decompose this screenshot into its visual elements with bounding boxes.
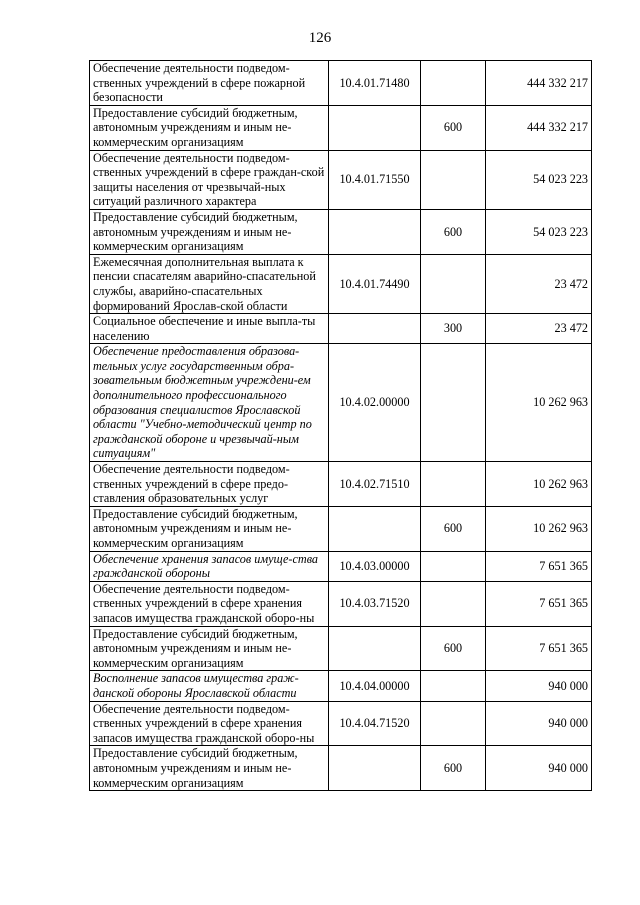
row-name-cell: Предоставление субсидий бюджетным, автономным учреждениям и иным не-коммерческим организациям <box>90 746 329 791</box>
row-amount-cell: 444 332 217 <box>486 105 592 150</box>
row-amount-cell: 7 651 365 <box>486 581 592 626</box>
table-row <box>90 254 592 313</box>
table-row <box>90 746 592 791</box>
row-expense-type-cell <box>421 551 486 581</box>
row-code-cell <box>329 105 421 150</box>
row-amount-cell: 7 651 365 <box>486 551 592 581</box>
row-amount-cell: 54 023 223 <box>486 209 592 254</box>
table-row <box>90 105 592 150</box>
row-expense-type-cell <box>421 61 486 106</box>
row-name-cell: Социальное обеспечение и иные выпла-ты населению <box>90 314 329 344</box>
row-amount-cell: 10 262 963 <box>486 462 592 507</box>
table-row <box>90 462 592 507</box>
row-name-cell: Ежемесячная дополнительная выплата к пенсии спасателям аварийно-спасательной службы, аварийно-спасательных формирований Ярослав-ской области <box>90 254 329 313</box>
row-expense-type-cell: 600 <box>421 626 486 671</box>
budget-table <box>89 60 592 791</box>
table-row <box>90 551 592 581</box>
row-expense-type-cell <box>421 701 486 746</box>
row-expense-type-cell: 600 <box>421 506 486 551</box>
table-row <box>90 506 592 551</box>
row-expense-type-cell: 600 <box>421 209 486 254</box>
row-amount-cell: 940 000 <box>486 701 592 746</box>
row-code-cell <box>329 209 421 254</box>
row-code-cell: 10.4.03.71520 <box>329 581 421 626</box>
row-amount-cell: 940 000 <box>486 671 592 701</box>
row-code-cell <box>329 506 421 551</box>
row-amount-cell: 10 262 963 <box>486 344 592 462</box>
row-expense-type-cell: 600 <box>421 105 486 150</box>
row-name-cell: Обеспечение деятельности подведом-ственных учреждений в сфере предо-ставления образовательных услуг <box>90 462 329 507</box>
row-name-cell: Предоставление субсидий бюджетным, автономным учреждениям и иным не-коммерческим организациям <box>90 209 329 254</box>
row-code-cell: 10.4.02.71510 <box>329 462 421 507</box>
row-amount-cell: 10 262 963 <box>486 506 592 551</box>
row-name-cell: Обеспечение хранения запасов имуще-ства гражданской обороны <box>90 551 329 581</box>
table-row <box>90 61 592 106</box>
table-row <box>90 626 592 671</box>
row-name-cell: Предоставление субсидий бюджетным, автономным учреждениям и иным не-коммерческим организациям <box>90 506 329 551</box>
row-expense-type-cell <box>421 581 486 626</box>
row-name-cell: Восполнение запасов имущества граж-данской обороны Ярославской области <box>90 671 329 701</box>
row-name-cell: Обеспечение деятельности подведом-ственных учреждений в сфере пожарной безопасности <box>90 61 329 106</box>
row-code-cell <box>329 314 421 344</box>
table-row <box>90 344 592 462</box>
row-amount-cell: 444 332 217 <box>486 61 592 106</box>
table-row <box>90 150 592 209</box>
row-name-cell: Предоставление субсидий бюджетным, автономным учреждениям и иным не-коммерческим организациям <box>90 105 329 150</box>
row-amount-cell: 940 000 <box>486 746 592 791</box>
row-amount-cell: 54 023 223 <box>486 150 592 209</box>
row-name-cell: Обеспечение деятельности подведом-ственных учреждений в сфере граждан-ской защиты населения от чрезвычай-ных ситуаций различного характера <box>90 150 329 209</box>
row-code-cell: 10.4.04.00000 <box>329 671 421 701</box>
row-amount-cell: 7 651 365 <box>486 626 592 671</box>
row-code-cell: 10.4.01.71480 <box>329 61 421 106</box>
row-name-cell: Предоставление субсидий бюджетным, автономным учреждениям и иным не-коммерческим организациям <box>90 626 329 671</box>
table-row <box>90 209 592 254</box>
page-number: 126 <box>308 30 332 46</box>
row-code-cell: 10.4.01.74490 <box>329 254 421 313</box>
table-row <box>90 314 592 344</box>
row-expense-type-cell <box>421 150 486 209</box>
row-amount-cell: 23 472 <box>486 314 592 344</box>
row-code-cell: 10.4.04.71520 <box>329 701 421 746</box>
row-name-cell: Обеспечение предоставления образова-тельных услуг государственным обра-зовательным бюджетным учреждени-ем дополнительного профессионального образования специалистов Ярославской области "Учебно-методический центр по гражданской обороне и чрезвычай-ным ситуациям" <box>90 344 329 462</box>
table-row <box>90 671 592 701</box>
row-name-cell: Обеспечение деятельности подведом-ственных учреждений в сфере хранения запасов имущества гражданской оборо-ны <box>90 581 329 626</box>
row-code-cell <box>329 746 421 791</box>
row-expense-type-cell <box>421 254 486 313</box>
row-expense-type-cell <box>421 462 486 507</box>
row-expense-type-cell: 300 <box>421 314 486 344</box>
row-code-cell <box>329 626 421 671</box>
row-code-cell: 10.4.02.00000 <box>329 344 421 462</box>
row-code-cell: 10.4.03.00000 <box>329 551 421 581</box>
row-expense-type-cell <box>421 344 486 462</box>
row-expense-type-cell <box>421 671 486 701</box>
table-row <box>90 701 592 746</box>
row-expense-type-cell: 600 <box>421 746 486 791</box>
row-amount-cell: 23 472 <box>486 254 592 313</box>
row-code-cell: 10.4.01.71550 <box>329 150 421 209</box>
row-name-cell: Обеспечение деятельности подведом-ственных учреждений в сфере хранения запасов имущества гражданской оборо-ны <box>90 701 329 746</box>
table-row <box>90 581 592 626</box>
